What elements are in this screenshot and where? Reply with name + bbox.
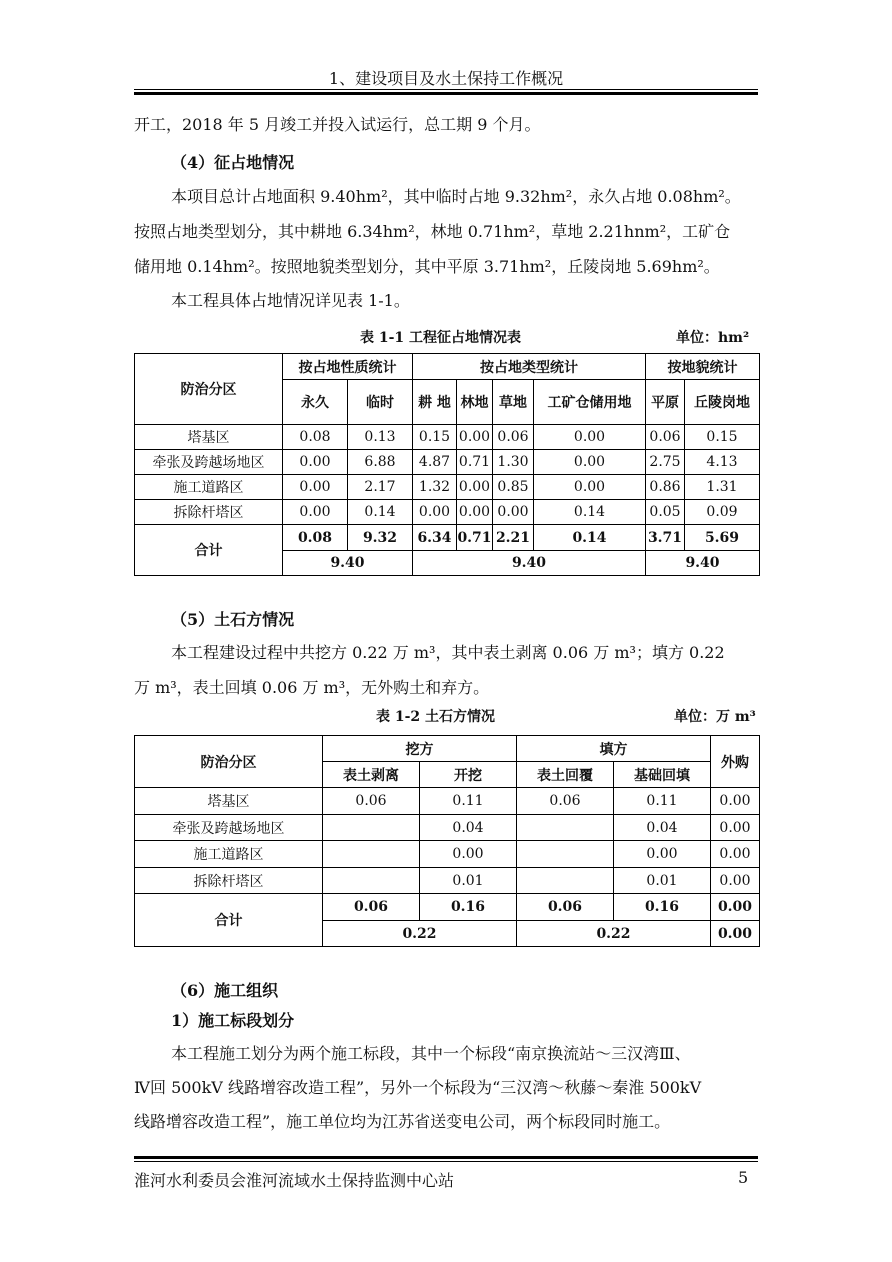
- table-row: [135, 788, 760, 815]
- cell: [323, 815, 420, 841]
- total-cell: 0.06: [323, 894, 420, 921]
- row-name: 施工道路区: [135, 841, 323, 868]
- cell: 0.00: [534, 475, 646, 500]
- table2-unit: 单位：万 m³: [674, 709, 756, 725]
- header-hills: 丘陵岗地: [685, 380, 760, 425]
- earthwork-table: [134, 735, 760, 947]
- header-grass: 草地: [493, 380, 534, 425]
- cell: 0.14: [348, 500, 413, 525]
- text-line: 储用地 0.14hm²。按照地貌类型划分，其中平原 3.71hm²，丘陵岗地 5.69hm²。: [134, 257, 720, 276]
- total-label: 合计: [135, 525, 283, 576]
- total-sum-cut: 0.22: [323, 921, 517, 947]
- total-label: 合计: [135, 894, 323, 947]
- table1-unit: 单位：hm²: [676, 330, 750, 346]
- page-header-title: 1、建设项目及水土保持工作概况: [328, 69, 564, 88]
- total-cell: 0.06: [517, 894, 614, 921]
- cell: [517, 815, 614, 841]
- header-industrial: 工矿仓储用地: [534, 380, 646, 425]
- cell: 1.32: [413, 475, 457, 500]
- cell: 0.11: [614, 788, 711, 815]
- cell: 0.71: [457, 450, 493, 475]
- cell: 2.75: [646, 450, 685, 475]
- header-area: 防治分区: [135, 736, 323, 788]
- cell: 1.31: [685, 475, 760, 500]
- total-row: [135, 525, 760, 551]
- cell: [517, 868, 614, 894]
- cell: [323, 868, 420, 894]
- row-name: 拆除杆塔区: [135, 500, 283, 525]
- cell: 0.00: [493, 500, 534, 525]
- cell: 0.00: [283, 475, 348, 500]
- total-cell: 6.34: [413, 525, 457, 551]
- cell: 0.00: [413, 500, 457, 525]
- cell: 0.15: [685, 425, 760, 450]
- footer-rule-thick: [134, 1156, 758, 1159]
- total-cell: 0.14: [534, 525, 646, 551]
- footer-organization: 淮河水利委员会淮河流域水土保持监测中心站: [134, 1171, 455, 1190]
- section-heading: （6）施工组织: [171, 981, 279, 1000]
- cell: [323, 841, 420, 868]
- table-row: [135, 815, 760, 841]
- cell: 0.08: [283, 425, 348, 450]
- table-row: [135, 425, 760, 450]
- section-heading: （4）征占地情况: [171, 153, 295, 172]
- cell: 0.00: [614, 841, 711, 868]
- cell: 0.01: [420, 868, 517, 894]
- footer-rule-thin: [134, 1161, 758, 1162]
- cell: 0.01: [614, 868, 711, 894]
- table1-caption: 表 1-1 工程征占地情况表: [360, 330, 522, 346]
- total-sum-landform: 9.40: [646, 551, 760, 576]
- total-cell: 0.71: [457, 525, 493, 551]
- cell: 0.85: [493, 475, 534, 500]
- cell: 0.00: [534, 425, 646, 450]
- page-number: 5: [738, 1168, 749, 1187]
- header-excavation: 开挖: [420, 762, 517, 788]
- text-line: 本工程建设过程中共挖方 0.22 万 m³，其中表土剥离 0.06 万 m³；填方 0.22: [171, 643, 725, 662]
- cell: 2.17: [348, 475, 413, 500]
- cell: 0.00: [711, 815, 760, 841]
- cell: 0.00: [457, 425, 493, 450]
- cell: 0.00: [457, 500, 493, 525]
- cell: 0.00: [420, 841, 517, 868]
- row-name: 塔基区: [135, 788, 323, 815]
- header-permanent: 永久: [283, 380, 348, 425]
- total-cell: 3.71: [646, 525, 685, 551]
- header-purchase: 外购: [711, 736, 760, 788]
- cell: 0.04: [420, 815, 517, 841]
- header-plain: 平原: [646, 380, 685, 425]
- text-line: 按照占地类型划分，其中耕地 6.34hm²，林地 0.71hm²，草地 2.21hnm²，工矿仓: [134, 222, 731, 241]
- row-name: 牵张及跨越场地区: [135, 815, 323, 841]
- total-row: [135, 894, 760, 921]
- header-rule-thin: [134, 89, 758, 90]
- header-farmland: 耕 地: [413, 380, 457, 425]
- table2-caption: 表 1-2 土石方情况: [376, 709, 496, 725]
- text-line: 线路增容改造工程”，施工单位均为江苏省送变电公司，两个标段同时施工。: [134, 1112, 671, 1131]
- header-temporary: 临时: [348, 380, 413, 425]
- text-line: Ⅳ回 500kV 线路增容改造工程”，另外一个标段为“三汉湾～秋藤～秦淮 500kV: [134, 1078, 702, 1097]
- text-line: 本工程施工划分为两个施工标段，其中一个标段“南京换流站～三汉湾Ⅲ、: [171, 1044, 691, 1063]
- total-cell: 0.16: [614, 894, 711, 921]
- total-cell: 0.16: [420, 894, 517, 921]
- table-row: [135, 475, 760, 500]
- total-sum-fill: 0.22: [517, 921, 711, 947]
- cell: 0.09: [685, 500, 760, 525]
- cell: 1.30: [493, 450, 534, 475]
- header-group-nature: 按占地性质统计: [283, 354, 413, 380]
- cell: 0.00: [283, 500, 348, 525]
- cell: 0.15: [413, 425, 457, 450]
- total-sum-purchase: 0.00: [711, 921, 760, 947]
- header-group-landform: 按地貌统计: [646, 354, 760, 380]
- cell: 0.00: [711, 841, 760, 868]
- total-cell: 2.21: [493, 525, 534, 551]
- header-topsoil-backfill: 表土回覆: [517, 762, 614, 788]
- cell: 0.13: [348, 425, 413, 450]
- header-forest: 林地: [457, 380, 493, 425]
- section-heading: （5）土石方情况: [171, 610, 295, 629]
- table-row: [135, 841, 760, 868]
- cell: 0.04: [614, 815, 711, 841]
- cell: 0.00: [283, 450, 348, 475]
- cell: 0.86: [646, 475, 685, 500]
- cell: 0.06: [323, 788, 420, 815]
- cell: 0.06: [517, 788, 614, 815]
- header-group-type: 按占地类型统计: [413, 354, 646, 380]
- cell: 0.06: [646, 425, 685, 450]
- total-sum-nature: 9.40: [283, 551, 413, 576]
- text-line: 开工，2018 年 5 月竣工并投入试运行，总工期 9 个月。: [134, 115, 541, 134]
- land-use-table: [134, 353, 760, 576]
- total-sum-type: 9.40: [413, 551, 646, 576]
- total-cell: 0.08: [283, 525, 348, 551]
- header-topsoil-strip: 表土剥离: [323, 762, 420, 788]
- cell: [517, 841, 614, 868]
- table-row: [135, 500, 760, 525]
- cell: 0.00: [711, 868, 760, 894]
- cell: 0.06: [493, 425, 534, 450]
- text-line: 本项目总计占地面积 9.40hm²，其中临时占地 9.32hm²，永久占地 0.08hm²。: [171, 187, 741, 206]
- header-area: 防治分区: [135, 354, 283, 425]
- cell: 4.87: [413, 450, 457, 475]
- row-name: 牵张及跨越场地区: [135, 450, 283, 475]
- cell: 0.14: [534, 500, 646, 525]
- row-name: 塔基区: [135, 425, 283, 450]
- table-row: [135, 868, 760, 894]
- cell: 0.05: [646, 500, 685, 525]
- header-foundation-backfill: 基础回填: [614, 762, 711, 788]
- header-group-fill: 填方: [517, 736, 711, 762]
- text-line: 万 m³，表土回填 0.06 万 m³，无外购土和弃方。: [134, 678, 490, 697]
- cell: 6.88: [348, 450, 413, 475]
- cell: 0.00: [534, 450, 646, 475]
- header-group-cut: 挖方: [323, 736, 517, 762]
- cell: 0.00: [711, 788, 760, 815]
- cell: 0.00: [457, 475, 493, 500]
- row-name: 施工道路区: [135, 475, 283, 500]
- row-name: 拆除杆塔区: [135, 868, 323, 894]
- table-row: [135, 450, 760, 475]
- text-line: 本工程具体占地情况详见表 1-1。: [171, 291, 410, 310]
- cell: 4.13: [685, 450, 760, 475]
- subsection-heading: 1）施工标段划分: [171, 1011, 295, 1030]
- cell: 0.11: [420, 788, 517, 815]
- total-cell: 9.32: [348, 525, 413, 551]
- total-cell: 5.69: [685, 525, 760, 551]
- header-rule-thick: [134, 92, 758, 95]
- total-cell: 0.00: [711, 894, 760, 921]
